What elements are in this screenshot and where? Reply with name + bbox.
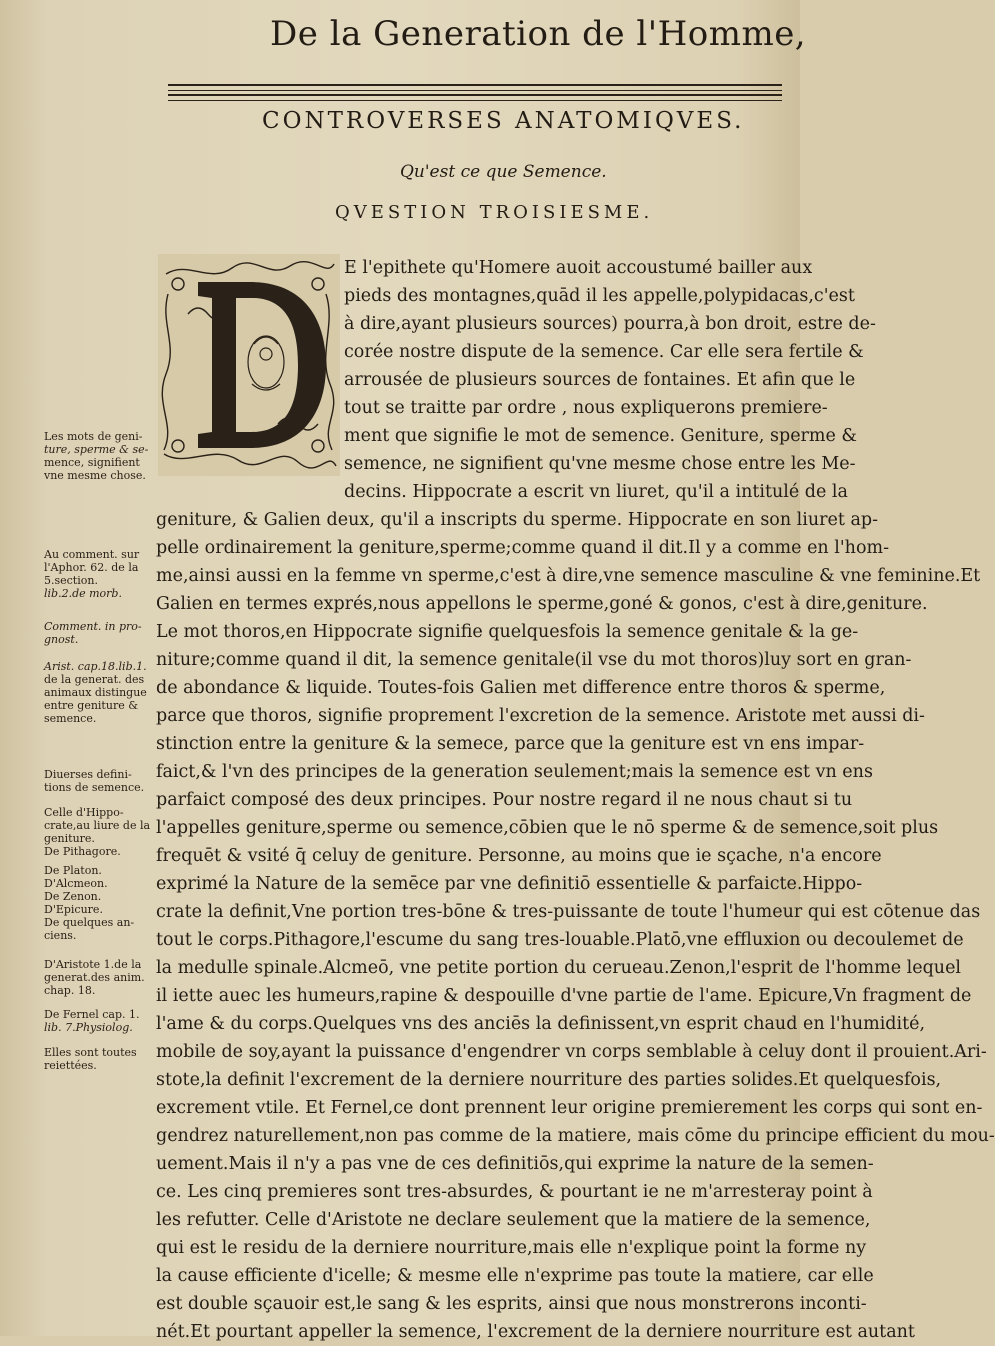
margin-note-line: De Fernel cap. 1. <box>44 1008 140 1021</box>
body-line: niture;comme quand il dit, la semence genitale(il vse du mot thoros)luy sort en gran- <box>156 650 912 670</box>
header-rule <box>168 94 782 96</box>
body-line: l'appelles geniture,sperme ou semence,cōbien que le nō sperme & de semence,soit plus <box>156 818 939 838</box>
margin-note-line: D'Epicure. <box>44 903 103 916</box>
margin-note-line: tions de semence. <box>44 781 145 794</box>
body-line: à dire,ayant plusieurs sources) pourra,à bon droit, estre de- <box>344 314 876 334</box>
body-line: la cause efficiente d'icelle; & mesme elle n'exprime pas toute la matiere, car elle <box>156 1266 874 1286</box>
body-line: frequēt & vsité q̄ celuy de geniture. Personne, au moins que ie sçache, n'a encore <box>156 846 882 866</box>
margin-note-line: 5.section. <box>44 574 98 587</box>
body-line: parfaict composé des deux principes. Pour nostre regard il ne nous chaut si tu <box>156 790 853 810</box>
header-rule <box>168 84 782 86</box>
margin-note-line: de la generat. des <box>44 673 145 686</box>
body-line: me,ainsi aussi en la femme vn sperme,c'est à dire,vne semence masculine & vne feminine.Et <box>156 566 981 586</box>
margin-note <box>44 430 152 482</box>
ornamental-initial-icon <box>158 254 340 476</box>
body-line: excrement vtile. Et Fernel,ce dont prennent leur origine premierement les corps qui sont en- <box>156 1098 983 1118</box>
body-line: de abondance & liquide. Toutes-fois Galien met difference entre thoros & sperme, <box>156 678 886 698</box>
question-number: QVESTION TROISIESME. <box>335 202 654 223</box>
margin-note <box>44 620 152 646</box>
body-line: crate la definit,Vne portion tres-bōne & tres-puissante de toute l'humeur qui est cōtenue das <box>156 902 981 922</box>
header-rule <box>168 100 782 101</box>
body-line: l'ame & du corps.Quelques vns des anciēs la definissent,vn esprit chaud en l'humidité, <box>156 1014 926 1034</box>
body-line: Le mot thoros,en Hippocrate signifie quelquesfois la semence genitale & la ge- <box>156 622 859 642</box>
margin-note-line: D'Aristote 1.de la <box>44 958 142 971</box>
margin-note-line: D'Alcmeon. <box>44 877 108 890</box>
margin-note-line: Les mots de geni- <box>44 430 143 443</box>
margin-note-line: vne mesme chose. <box>44 469 146 482</box>
margin-note <box>44 1046 152 1072</box>
margin-note-line: De Zenon. <box>44 890 102 903</box>
body-line: decins. Hippocrate a escrit vn liuret, qu'il a intitulé de la <box>344 482 848 502</box>
margin-note <box>44 548 152 600</box>
body-line: ment que signifie le mot de semence. Geniture, sperme & <box>344 426 858 446</box>
body-line: tout se traitte par ordre , nous expliquerons premiere- <box>344 398 828 418</box>
question-title: Qu'est ce que Semence. <box>400 162 607 182</box>
body-line: gendrez naturellement,non pas comme de la matiere, mais cōme du principe efficient du mou- <box>156 1126 995 1146</box>
body-line: parce que thoros, signifie proprement l'excretion de la semence. Aristote met aussi di- <box>156 706 925 726</box>
body-line: les refutter. Celle d'Aristote ne declare seulement que la matiere de la semence, <box>156 1210 871 1230</box>
body-line: Galien en termes exprés,nous appellons le sperme,goné & gonos, c'est à dire,geniture. <box>156 594 928 614</box>
body-line: geniture, & Galien deux, qu'il a inscripts du sperme. Hippocrate en son liuret ap- <box>156 510 879 530</box>
margin-note-line: reiettées. <box>44 1059 97 1072</box>
margin-note-line: entre geniture & <box>44 699 138 712</box>
body-line: ce. Les cinq premieres sont tres-absurdes, & pourtant ie ne m'arresteray point à <box>156 1182 873 1202</box>
margin-note <box>44 660 152 725</box>
body-line: arrousée de plusieurs sources de fontaines. Et afin que le <box>344 370 856 390</box>
margin-note-line: crate,au liure de la <box>44 819 151 832</box>
margin-note-line: De Platon. <box>44 864 102 877</box>
body-line: qui est le residu de la derniere nourriture,mais elle n'explique point la forme ny <box>156 1238 867 1258</box>
body-line: pieds des montagnes,quād il les appelle,polypidacas,c'est <box>344 286 855 306</box>
section-title: CONTROVERSES ANATOMIQVES. <box>262 108 745 134</box>
margin-note-line: Elles sont toutes <box>44 1046 137 1059</box>
body-line: la medulle spinale.Alcmeō, vne petite portion du cerueau.Zenon,l'esprit de l'homme lequel <box>156 958 962 978</box>
margin-note-line: l'Aphor. 62. de la <box>44 561 139 574</box>
body-line: exprimé la Nature de la semēce par vne definitiō essentielle & parfaicte.Hippo- <box>156 874 863 894</box>
body-line: pelle ordinairement la geniture,sperme;comme quand il dit.Il y a comme en l'hom- <box>156 538 889 558</box>
body-line: stote,la definit l'excrement de la derniere nourriture des parties solides.Et quelquesfois, <box>156 1070 942 1090</box>
margin-note-line: Diuerses defini- <box>44 768 132 781</box>
margin-note <box>44 806 152 858</box>
margin-note-line: generat.des anim. <box>44 971 145 984</box>
running-title: De la Generation de l'Homme, <box>270 14 807 54</box>
margin-note-line: De quelques an- <box>44 916 135 929</box>
body-line: corée nostre dispute de la semence. Car elle sera fertile & <box>344 342 864 362</box>
margin-note-line: animaux distingue <box>44 686 147 699</box>
ornamental-initial <box>158 254 340 476</box>
header-rule <box>168 90 782 91</box>
body-line: tout le corps.Pithagore,l'escume du sang tres-louable.Platō,vne effluxion ou decoulemet de <box>156 930 964 950</box>
margin-note <box>44 864 152 942</box>
margin-note <box>44 1008 152 1034</box>
margin-note-line: Comment. in pro- <box>44 620 142 633</box>
margin-note <box>44 768 152 794</box>
body-line: faict,& l'vn des principes de la generation seulement;mais la semence est vn ens <box>156 762 873 782</box>
margin-note-line: lib. 7.Physiolog. <box>44 1021 133 1034</box>
margin-note-line: De Pithagore. <box>44 845 121 858</box>
body-line: il iette auec les humeurs,rapine & despouille d'vne partie de l'ame. Epicure,Vn fragment de <box>156 986 972 1006</box>
margin-note-line: mence, signifient <box>44 456 140 469</box>
margin-note-line: Arist. cap.18.lib.1. <box>44 660 147 673</box>
margin-note-line: gnost. <box>44 633 79 646</box>
margin-note-line: ture, sperme & se- <box>44 443 149 456</box>
margin-note-line: lib.2.de morb. <box>44 587 122 600</box>
body-line: mobile de soy,ayant la puissance d'engendrer vn corps semblable à celuy dont il prouient.Ari- <box>156 1042 987 1062</box>
margin-note-line: semence. <box>44 712 97 725</box>
margin-note-line: ciens. <box>44 929 77 942</box>
margin-note-line: Celle d'Hippo- <box>44 806 124 819</box>
margin-note <box>44 958 152 997</box>
margin-note-line: Au comment. sur <box>44 548 140 561</box>
margin-note-line: geniture. <box>44 832 95 845</box>
body-line: semence, ne signifient qu'vne mesme chose entre les Me- <box>344 454 856 474</box>
body-line: E l'epithete qu'Homere auoit accoustumé bailler aux <box>344 258 813 278</box>
margin-note-line: chap. 18. <box>44 984 96 997</box>
body-line: stinction entre la geniture & la semece, parce que la geniture est vn ens impar- <box>156 734 865 754</box>
body-line: nét.Et pourtant appeller la semence, l'excrement de la derniere nourriture est autant <box>156 1322 915 1342</box>
body-line: est double sçauoir est,le sang & les esprits, ainsi que nous monstrerons inconti- <box>156 1294 867 1314</box>
body-line: uement.Mais il n'y a pas vne de ces definitiōs,qui exprime la nature de la semen- <box>156 1154 874 1174</box>
